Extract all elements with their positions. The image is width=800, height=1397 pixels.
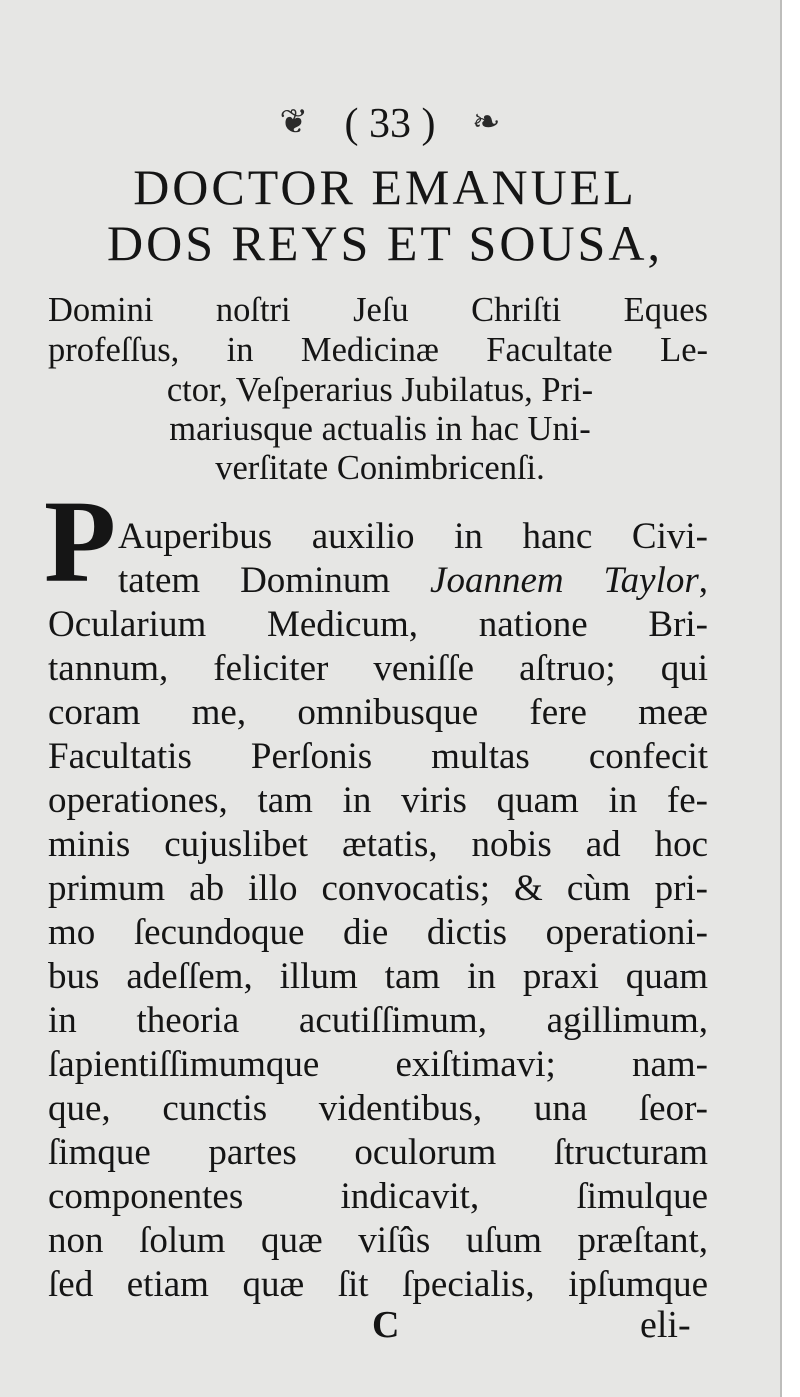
signature-mark: C — [372, 1304, 400, 1346]
body-line-14: que, cunctis videntibus, una ſeor- — [48, 1088, 708, 1129]
catchword: eli- — [640, 1304, 691, 1346]
body-line-18: ſed etiam quæ ſit ſpecialis, ipſumque — [48, 1264, 708, 1305]
body-line-3: Ocularium Medicum, natione Bri- — [48, 604, 708, 645]
subtitle-line-3: ctor, Veſperarius Jubilatus, Pri- — [166, 371, 594, 409]
body-line-6: Facultatis Perſonis multas confecit — [48, 736, 708, 777]
page-header — [0, 98, 780, 149]
page-number: ( 33 ) — [344, 101, 436, 147]
body-line-2-italic: Joannem Taylor — [430, 560, 699, 601]
body-line-11: bus adeſſem, illum tam in praxi quam — [48, 956, 708, 997]
ornament-right-icon: ❧ — [471, 104, 501, 141]
ornament-left-icon: ❦ — [279, 104, 308, 141]
body-line-4: tannum, feliciter veniſſe aſtruo; qui — [48, 648, 708, 689]
title-line-2: DOS REYS ET SOUSA, — [107, 215, 663, 271]
subtitle-line-1: Domini noſtri Jeſu Chriſti Eques — [48, 291, 708, 329]
body-line-17: non ſolum quæ viſûs uſum præſtant, — [48, 1220, 708, 1261]
body-line-10: mo ſecundoque die dictis operationi- — [48, 912, 708, 953]
title-line-1: DOCTOR EMANUEL — [133, 159, 637, 215]
body-line-1: Auperibus auxilio in hanc Civi- — [118, 516, 708, 557]
body-line-2-comma: , — [698, 560, 708, 601]
body-line-15: ſimque partes oculorum ſtructuram — [48, 1132, 708, 1173]
body-line-5: coram me, omnibusque fere meæ — [48, 692, 708, 733]
body-line-7: operationes, tam in viris quam in fe- — [48, 780, 708, 821]
body-line-13: ſapientiſſimumque exiſtimavi; nam- — [48, 1044, 708, 1085]
body-line-2-roman: tatem Dominum — [118, 560, 431, 601]
body-line-12: in theoria acutiſſimum, agillimum, — [48, 1000, 708, 1041]
subtitle-line-5: verſitate Conimbricenſi. — [215, 449, 545, 487]
drop-cap: P — [44, 476, 117, 607]
body-line-16: componentes indicavit, ſimulque — [48, 1176, 708, 1217]
body-line-8: minis cujuslibet ætatis, nobis ad hoc — [48, 824, 708, 865]
subtitle-line-4: mariusque actualis in hac Uni- — [169, 410, 591, 448]
body-line-9: primum ab illo convocatis; & cùm pri- — [48, 868, 708, 909]
subtitle-line-2: profeſſus, in Medicinæ Facultate Le- — [48, 331, 708, 369]
body-line-2 — [118, 559, 708, 603]
